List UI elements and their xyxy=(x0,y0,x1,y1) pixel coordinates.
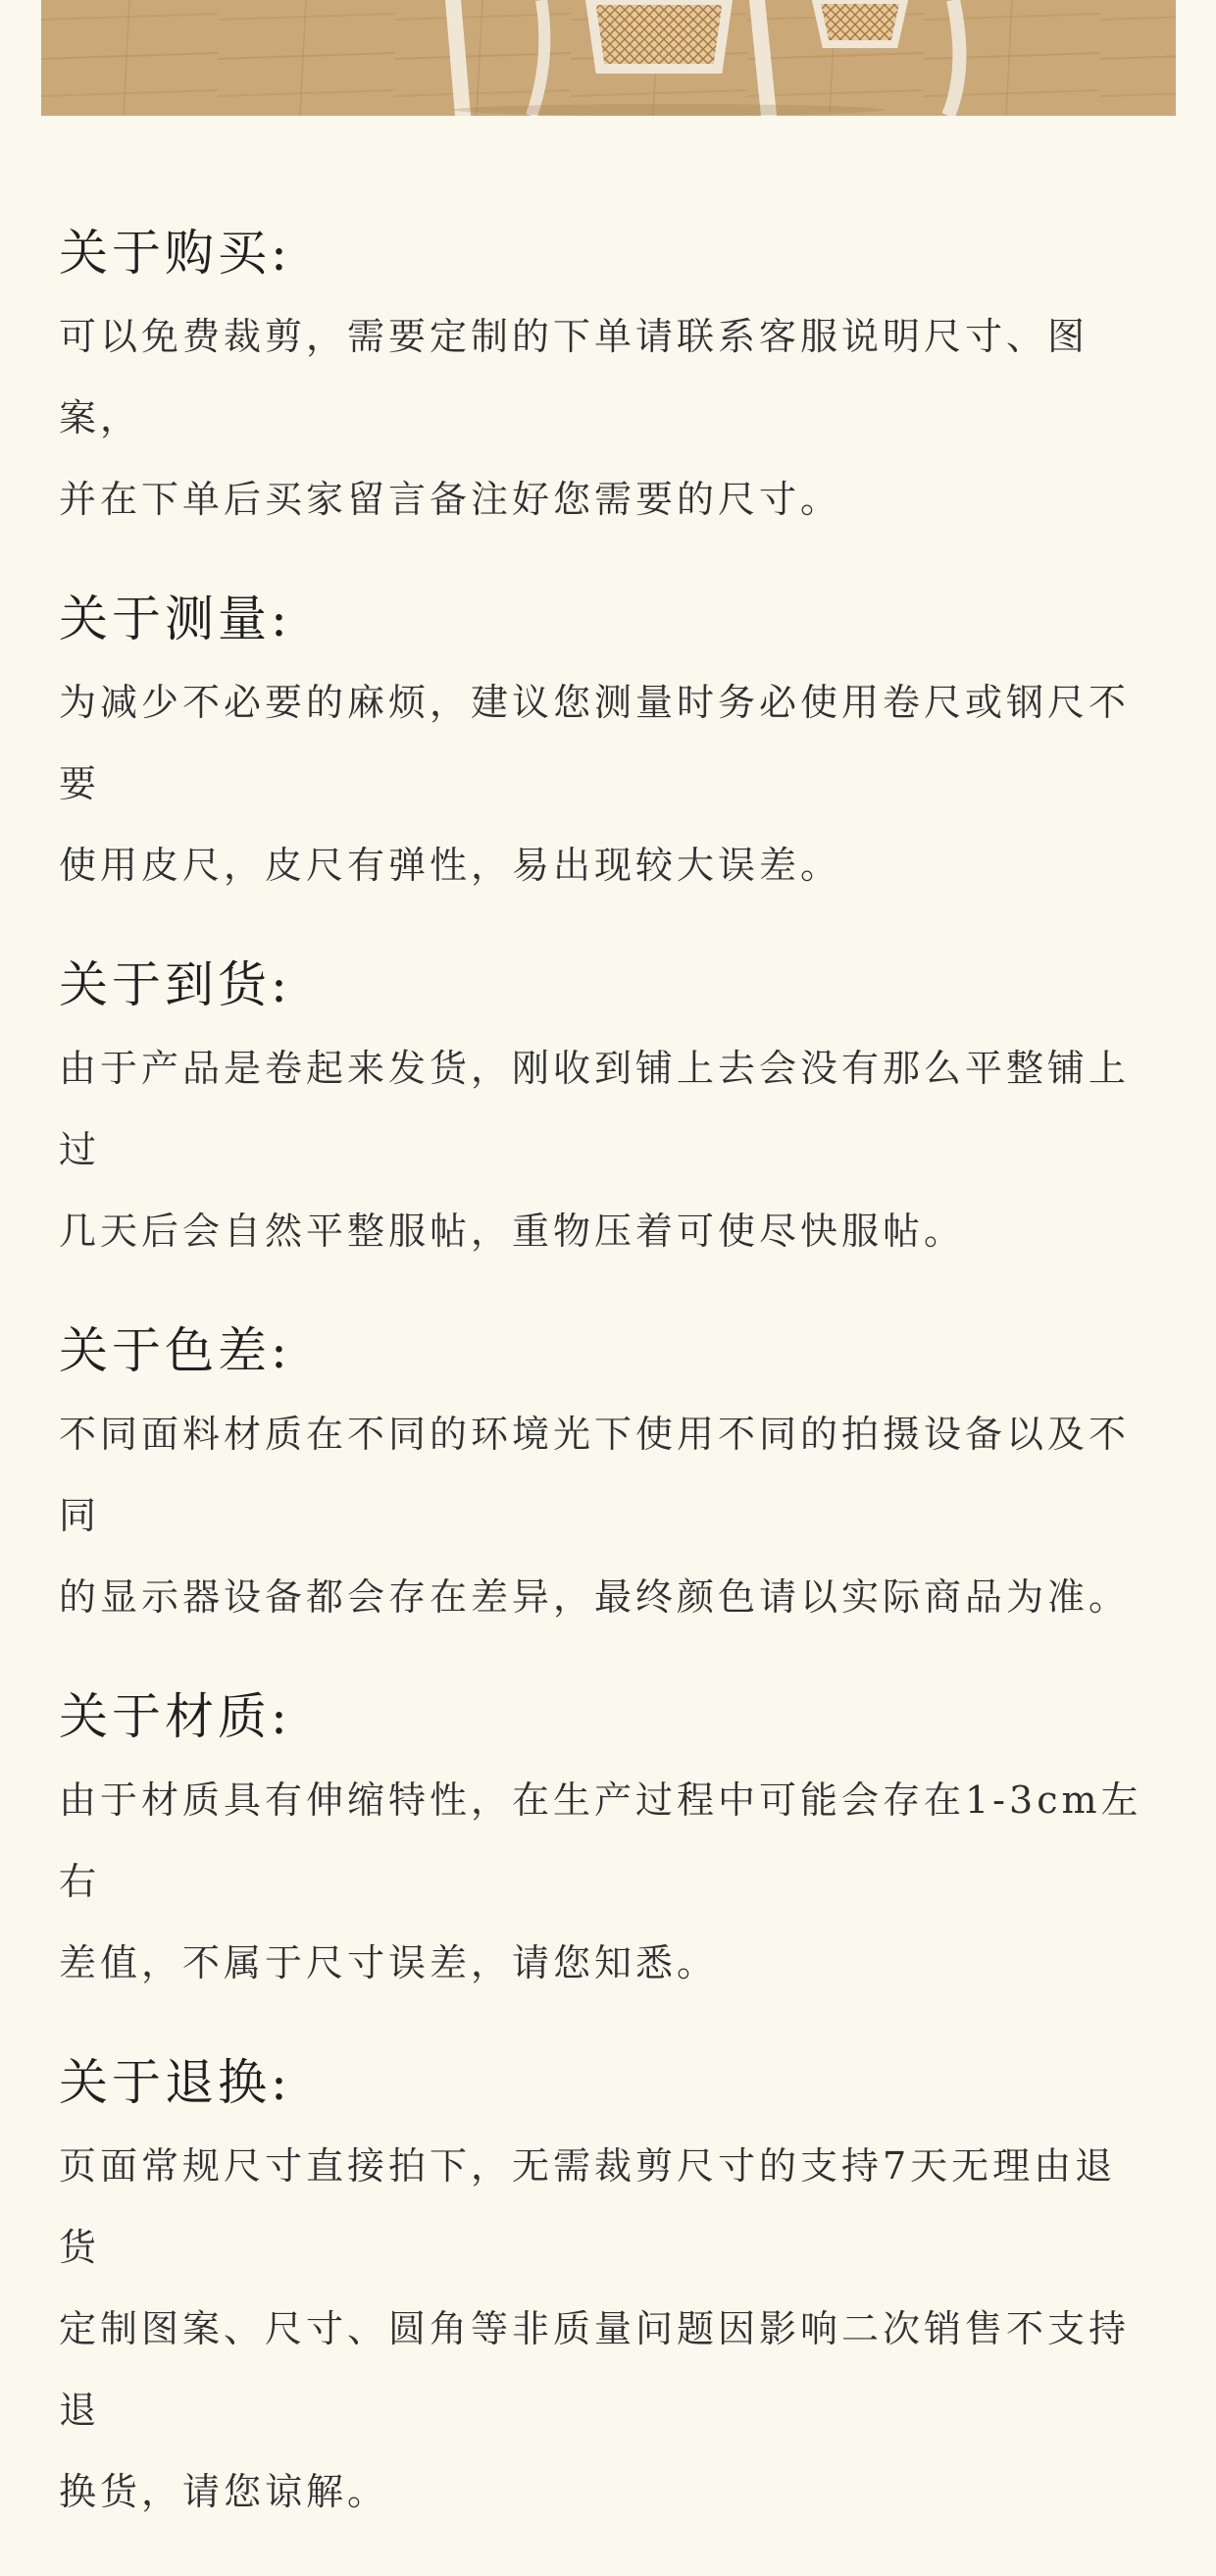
section-body xyxy=(59,1028,1157,1272)
info-content xyxy=(59,218,1157,2576)
section-title: 关于材质: xyxy=(59,1688,291,1745)
section-body xyxy=(59,1760,1157,2004)
section-color-difference xyxy=(59,1315,1157,1638)
section-line: 使用皮尺，皮尺有弹性，易出现较大误差。 xyxy=(59,844,842,887)
section-title: 关于退换: xyxy=(59,2054,291,2111)
section-title: 关于测量: xyxy=(59,591,291,647)
section-line: 换货，请您谅解。 xyxy=(59,2470,389,2513)
section-line: 差值，不属于尺寸误差，请您知悉。 xyxy=(59,1941,719,1984)
section-line: 并在下单后买家留言备注好您需要的尺寸。 xyxy=(59,478,842,521)
section-line: 为减少不必要的麻烦，建议您测量时务必使用卷尺或钢尺不要 xyxy=(59,681,1131,805)
section-line: 定制图案、尺寸、圆角等非质量问题因影响二次销售不支持退 xyxy=(59,2307,1131,2432)
section-body xyxy=(59,2126,1157,2533)
section-measurement xyxy=(59,584,1157,906)
section-material xyxy=(59,1681,1157,2004)
rattan-chair-illustration xyxy=(41,0,1176,116)
section-line: 不同面料材质在不同的环境光下使用不同的拍摄设备以及不同 xyxy=(59,1413,1131,1537)
section-line: 几天后会自然平整服帖，重物压着可使尽快服帖。 xyxy=(59,1210,966,1253)
section-title: 关于到货: xyxy=(59,956,291,1013)
section-body xyxy=(59,662,1157,906)
section-body xyxy=(59,296,1157,541)
section-line: 由于材质具有伸缩特性，在生产过程中可能会存在1-3cm左右 xyxy=(59,1778,1142,1903)
hero-image xyxy=(41,0,1176,116)
section-title: 关于色差: xyxy=(59,1322,291,1379)
section-purchase xyxy=(59,218,1157,541)
section-title: 关于购买: xyxy=(59,225,291,282)
section-arrival xyxy=(59,950,1157,1272)
section-returns xyxy=(59,2047,1157,2533)
section-body xyxy=(59,1394,1157,1638)
section-line: 的显示器设备都会存在差异，最终颜色请以实际商品为准。 xyxy=(59,1575,1131,1619)
section-line: 可以免费裁剪，需要定制的下单请联系客服说明尺寸、图案， xyxy=(59,315,1089,439)
section-line: 由于产品是卷起来发货，刚收到铺上去会没有那么平整铺上过 xyxy=(59,1047,1131,1171)
section-line: 页面常规尺寸直接拍下，无需裁剪尺寸的支持7天无理由退货 xyxy=(59,2144,1117,2269)
